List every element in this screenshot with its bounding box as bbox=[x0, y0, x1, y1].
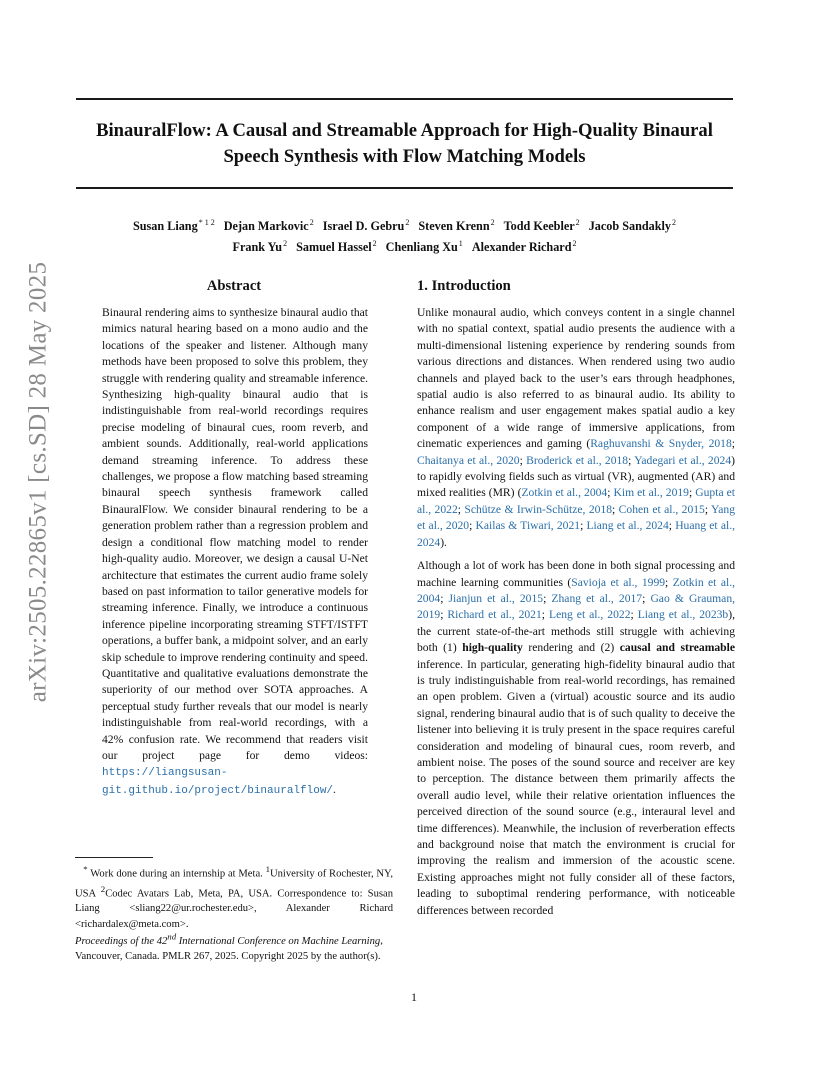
footnote-text-2: University of Rochester, NY, USA bbox=[75, 868, 393, 900]
citation-link[interactable]: Raghuvanshi & Snyder, 2018 bbox=[590, 437, 732, 451]
body-text: Unlike monaural audio, which conveys content in a single channel with no spatial context, spatial audio presents the audience with a multi-dimensional listening experience by rendering sounds from various directions and distances. When rendered using two audio channels and played back to the user’s ears through headphones, spatial audio is also referred to as binaural audio. Its ability to enhance realism and user engagement makes spatial audio a key component of a wide range of immersive applications, from cinematic experiences and gaming ( bbox=[417, 306, 735, 451]
citation-link[interactable]: Zhang et al., 2017 bbox=[551, 591, 643, 605]
proceedings-pre: Proceedings of the 42 bbox=[75, 935, 168, 947]
citation-link[interactable]: Jianjun et al., 2015 bbox=[448, 591, 544, 605]
body-text: ; bbox=[704, 502, 712, 516]
abstract-heading: Abstract bbox=[206, 278, 262, 294]
emphasis-text: high-quality bbox=[462, 641, 523, 655]
intro-paragraph-1 bbox=[417, 305, 735, 551]
author-name: Steven Krenn$^2$ bbox=[418, 218, 495, 233]
body-text: ; bbox=[440, 608, 448, 622]
body-text: ; bbox=[642, 591, 651, 605]
abstract-text: Binaural rendering aims to synthesize binaural audio that mimics natural hearing based on a mono audio and the locations of the speaker and listener. Although many methods have been proposed to solve this problem, they struggle with rendering quality and streamable inference. Synthesizing high-quality binaural audio that is indistinguishable from real-world recordings requires precise modeling of binaural cues, room reverb, and ambient sounds. Additionally, real-world applications demand streaming inference. To address these challenges, we propose a flow matching based streaming binaural speech synthesis framework called BinauralFlow. We consider binaural rendering to be a generation problem rather than a regression problem and design a conditional flow matching model to render high-quality audio. Moreover, we design a causal U-Net architecture that estimates the current audio frame solely based on past information to tailor generative models for streaming inference. Finally, we introduce a continuous inference pipeline incorporating streaming STFT/ISTFT operations, a buffer bank, a midpoint solver, and an early skip schedule to improve rendering continuity and speed. Quantitative and qualitative evaluations demonstrate the superiority of our method over SOTA approaches. A perceptual study further reveals that our model is nearly indistinguishable from real-world recordings, with a 42% confusion rate. We recommend that readers visit our project page for demo videos: bbox=[102, 306, 368, 762]
author-list bbox=[76, 214, 733, 256]
project-url-link[interactable]: https://liangsusan-git.github.io/project/binauralflow/ bbox=[102, 767, 334, 797]
citation-link[interactable]: Chaitanya et al., 2020 bbox=[417, 453, 520, 467]
body-text: ; bbox=[668, 519, 676, 533]
author-name: Israel D. Gebru$^2$ bbox=[322, 218, 410, 233]
body-text: ). bbox=[440, 535, 447, 549]
introduction-body bbox=[417, 305, 735, 919]
proceedings-rest: , Vancouver, Canada. PMLR 267, 2025. Copyright 2025 by the author(s). bbox=[75, 935, 383, 962]
body-text: ; bbox=[543, 591, 552, 605]
footnote-text-1: Work done during an internship at Meta. bbox=[90, 868, 266, 880]
emphasis-text: causal and streamable bbox=[619, 641, 735, 655]
title-top-rule bbox=[76, 98, 733, 100]
author-affiliation-mark: 2 bbox=[309, 218, 314, 227]
citation-link[interactable]: Leng et al., 2022 bbox=[549, 608, 631, 622]
citation-link[interactable]: Gupta et al., 2022 bbox=[417, 486, 735, 516]
citation-link[interactable]: Broderick et al., 2018 bbox=[526, 453, 629, 467]
citation-link[interactable]: Kim et al., 2019 bbox=[613, 486, 689, 500]
author-name: Chenliang Xu$^1$ bbox=[385, 239, 463, 254]
body-text: ; bbox=[628, 453, 635, 467]
introduction-heading: 1. Introduction bbox=[417, 278, 511, 294]
citation-link[interactable]: Yang et al., 2020 bbox=[417, 502, 735, 533]
author-affiliation-mark: * 1 2 bbox=[198, 218, 215, 227]
author-affiliation-mark: 2 bbox=[372, 239, 377, 248]
body-text: Although a lot of work has been done in both signal processing and machine learning communities ( bbox=[417, 559, 735, 589]
author-affiliation-mark: 2 bbox=[283, 239, 288, 248]
author-affiliation-mark: 1 bbox=[458, 239, 463, 248]
citation-link[interactable]: Gao & Grauman, 2019 bbox=[417, 591, 736, 622]
abstract-body bbox=[102, 305, 368, 799]
body-text: ; bbox=[665, 575, 673, 589]
author-affiliation-mark: 2 bbox=[490, 218, 495, 227]
citation-link[interactable]: Cohen et al., 2015 bbox=[618, 502, 705, 516]
body-text: inference. In particular, generating high-fidelity binaural audio that is truly indistinguishable from real-world recordings, has remained an open problem. Given a (virtual) acoustic source and its audio signal, rendering binaural audio that is of such quality to deceive the listener into believing it is truly present in the space requires careful consideration and modeling of binaural cues, room reverb, and ambient noise. The poses of the sound source and receiver are key to perception. The distance between them primarily affects the overall audio level, while their relative orientation influences the perceived direction of the sound source (e.g., interaural level and time differences). Meanwhile, the inclusion of reverberation effects and background noise that match the environment is crucial for improving the realism and immersion of the acoustic scene. Existing approaches might not fully consider all of these factors, leading to suboptimal rendering performance, with noticeable differences between recorded bbox=[417, 657, 735, 917]
citation-link[interactable]: Liang et al., 2024 bbox=[586, 519, 669, 533]
paper-title: BinauralFlow: A Causal and Streamable Approach for High-Quality Binaural Speech Synthesis with Flow Matching Models bbox=[96, 120, 713, 167]
arxiv-stamp bbox=[17, 261, 60, 703]
body-text: ; bbox=[580, 519, 587, 533]
citation-link[interactable]: Kailas & Tiwari, 2021 bbox=[475, 519, 581, 533]
body-text: ; bbox=[612, 502, 619, 516]
citation-link[interactable]: Zotkin et al., 2004 bbox=[417, 575, 735, 605]
abstract-end: . bbox=[333, 782, 336, 796]
body-text: ) to rapidly evolving fields such as virtual (VR), augmented (AR) and mixed realities (MR) ( bbox=[417, 453, 735, 500]
body-text: ; bbox=[519, 453, 527, 467]
body-text: ; bbox=[630, 608, 638, 622]
author-name: Alexander Richard$^2$ bbox=[471, 239, 577, 254]
title-bottom-rule bbox=[76, 187, 733, 189]
citation-link[interactable]: Schütze & Irwin-Schütze, 2018 bbox=[464, 502, 613, 516]
author-name: Todd Keebler$^2$ bbox=[503, 218, 580, 233]
author-name: Frank Yu$^2$ bbox=[232, 239, 288, 254]
body-text: ; bbox=[731, 437, 735, 451]
arxiv-id: arXiv:2505.22865v1 [cs.SD] 28 May 2025 bbox=[24, 261, 52, 703]
author-affiliation-mark: 2 bbox=[672, 218, 676, 227]
author-name: Dejan Markovic$^2$ bbox=[223, 218, 314, 233]
author-name: Jacob Sandakly$^2$ bbox=[588, 218, 676, 233]
citation-link[interactable]: Liang et al., 2023b bbox=[637, 608, 729, 622]
body-text: ; bbox=[688, 486, 696, 500]
proceedings-post: International Conference on Machine Learning bbox=[176, 935, 381, 947]
author-affiliation-mark: 2 bbox=[575, 218, 580, 227]
author-affiliation-mark: 2 bbox=[572, 239, 577, 248]
citation-link[interactable]: Richard et al., 2021 bbox=[447, 608, 542, 622]
intro-paragraph-2 bbox=[417, 558, 735, 919]
author-name: Samuel Hassel$^2$ bbox=[296, 239, 377, 254]
footnote: * Work done during an internship at Meta. $^1$University of Rochester, NY, USA $^2$Codec Avatars Lab, Meta, PA, USA. Correspondence to: Susan Liang <sliang22@ur.rochester.edu>, Alexander Richard <richardalex@meta.com>. bbox=[75, 864, 393, 930]
footnote-text-3: Codec Avatars Lab, Meta, PA, USA. Correspondence to: Susan Liang <sliang22@ur.rochester.edu>, Alexander Richard <richardalex@meta.com>. bbox=[75, 888, 393, 930]
proceedings-sup: nd bbox=[167, 931, 177, 941]
proceedings-note bbox=[75, 929, 393, 964]
body-text: ; bbox=[541, 608, 549, 622]
citation-link[interactable]: Savioja et al., 1999 bbox=[571, 575, 666, 589]
body-text: ), the current state-of-the-art methods still struggle with achieving both (1) bbox=[417, 608, 735, 655]
body-text: rendering and (2) bbox=[522, 641, 620, 655]
footnote-rule bbox=[75, 857, 153, 858]
citation-link[interactable]: Huang et al., 2024 bbox=[417, 519, 735, 549]
body-text: ; bbox=[457, 502, 465, 516]
body-text: ; bbox=[607, 486, 614, 500]
author-affiliation-mark: 2 bbox=[405, 218, 410, 227]
citation-link[interactable]: Zotkin et al., 2004 bbox=[521, 486, 608, 500]
body-text: ; bbox=[469, 519, 476, 533]
citation-link[interactable]: Yadegari et al., 2024 bbox=[634, 453, 732, 467]
author-name: Susan Liang$^{* 1 2}$ bbox=[132, 218, 215, 233]
page-number: 1 bbox=[411, 990, 417, 1004]
body-text: ; bbox=[440, 591, 449, 605]
